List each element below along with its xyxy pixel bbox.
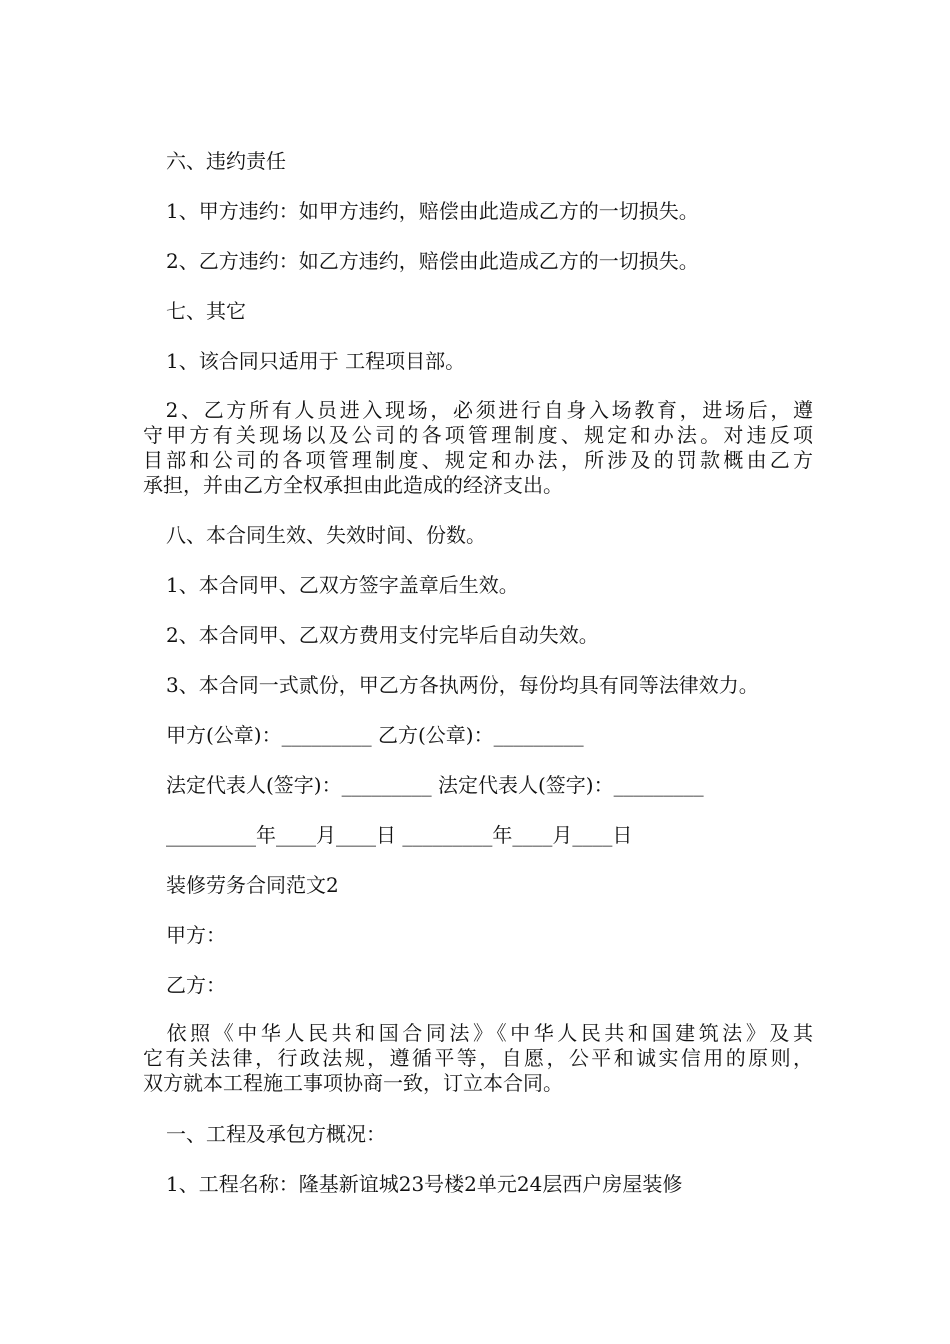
paragraph-line: 承担，并由乙方全权承担由此造成的经济支出。: [143, 473, 563, 497]
paragraph-line: 守甲方有关现场以及公司的各项管理制度、规定和办法。对违反项: [143, 423, 813, 447]
clause-scope: 1、该合同只适用于 工程项目部。: [166, 349, 466, 373]
contract-2-title: 装修劳务合同范文2: [166, 873, 339, 897]
clause-site-rules: [143, 398, 813, 498]
signature-representative-line: 法定代表人(签字)：_________ 法定代表人(签字)：_________: [166, 773, 704, 797]
party-b-label: 乙方：: [166, 973, 226, 997]
clause-copies: 3、本合同一式贰份，甲乙方各执两份，每份均具有同等法律效力。: [166, 673, 759, 697]
party-a-label: 甲方：: [166, 923, 226, 947]
signature-date-line: _________年____月____日 _________年____月____日: [166, 823, 633, 847]
clause-effective: 1、本合同甲、乙双方签字盖章后生效。: [166, 573, 519, 597]
contract-2-intro: [143, 1021, 813, 1096]
signature-seal-line: 甲方(公章)：_________ 乙方(公章)：_________: [166, 723, 584, 747]
section-heading-project-overview: 一、工程及承包方概况：: [166, 1122, 386, 1146]
clause-project-name: 1、工程名称：隆基新谊城23号楼2单元24层西户房屋装修: [166, 1172, 683, 1196]
paragraph-line: 它有关法律，行政法规，遵循平等，自愿，公平和诚实信用的原则，: [143, 1046, 813, 1070]
section-heading-validity: 八、本合同生效、失效时间、份数。: [166, 523, 486, 547]
clause-party-b-breach: 2、乙方违约：如乙方违约，赔偿由此造成乙方的一切损失。: [166, 249, 699, 273]
section-heading-breach: 六、违约责任: [166, 149, 286, 173]
clause-party-a-breach: 1、甲方违约：如甲方违约，赔偿由此造成乙方的一切损失。: [166, 199, 699, 223]
paragraph-line: 依照《中华人民共和国合同法》《中华人民共和国建筑法》及其: [143, 1021, 813, 1045]
section-heading-other: 七、其它: [166, 299, 246, 323]
paragraph-line: 双方就本工程施工事项协商一致，订立本合同。: [143, 1071, 563, 1095]
clause-expiry: 2、本合同甲、乙双方费用支付完毕后自动失效。: [166, 623, 599, 647]
paragraph-line: 2、乙方所有人员进入现场，必须进行自身入场教育，进场后，遵: [143, 398, 813, 422]
paragraph-line: 目部和公司的各项管理制度、规定和办法，所涉及的罚款概由乙方: [143, 448, 813, 472]
